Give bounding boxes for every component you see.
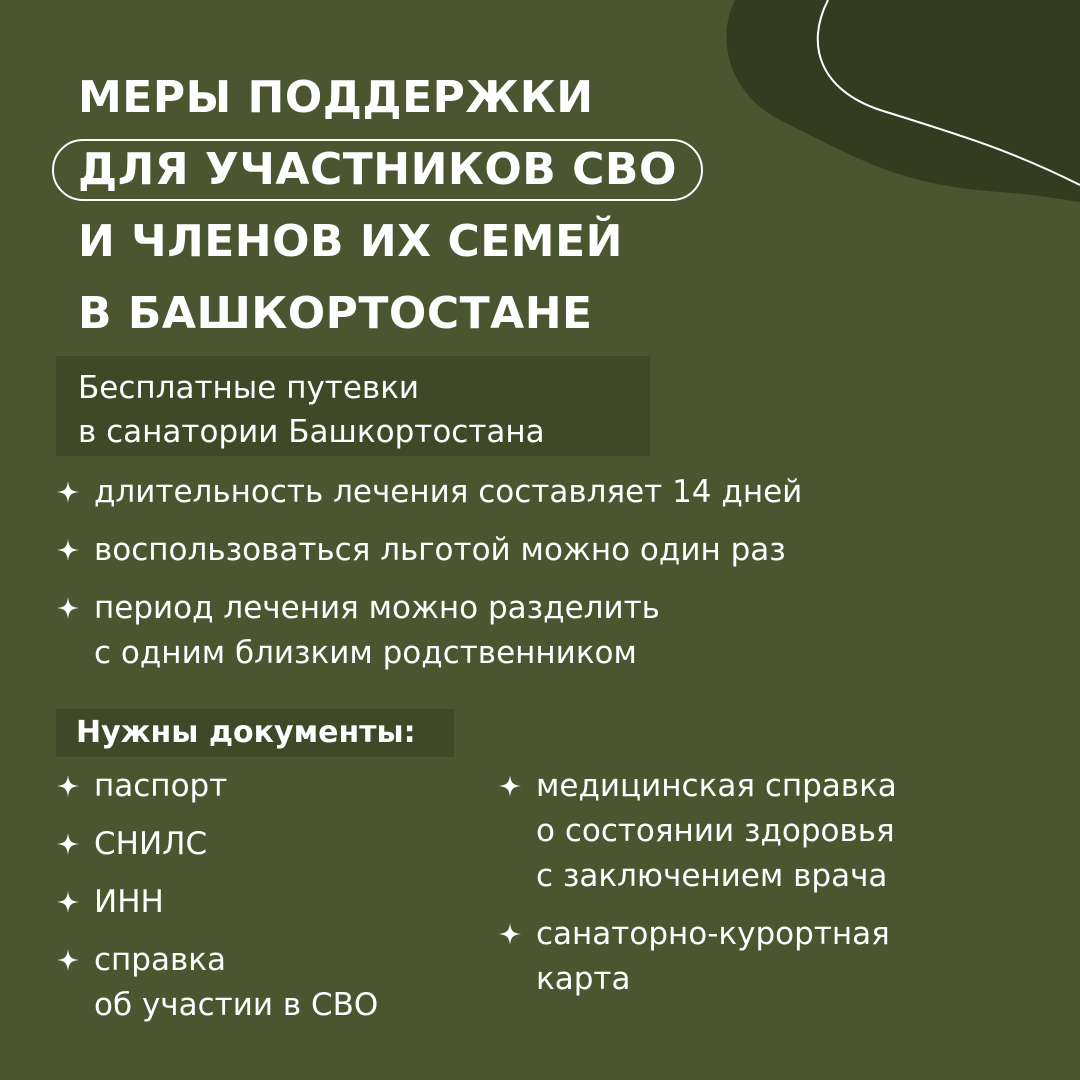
benefit-text: период лечения можно разделить с одним близким родственником: [94, 590, 660, 671]
subtitle-line: в санатории Башкортостана: [78, 414, 545, 450]
four-point-star-icon: [56, 480, 80, 504]
four-point-star-icon: [56, 774, 80, 798]
document-text: санаторно-курортная карта: [536, 916, 890, 997]
list-item: [498, 912, 1018, 1002]
title-line: МЕРЫ ПОДДЕРЖКИ: [78, 72, 594, 123]
list-item: [56, 470, 1016, 515]
list-item: [56, 764, 476, 809]
four-point-star-icon: [56, 596, 80, 620]
subtitle-box: [56, 356, 650, 456]
list-item: [498, 764, 1018, 899]
four-point-star-icon: [56, 948, 80, 972]
document-text: справка об участии в СВО: [94, 942, 379, 1023]
list-item: [56, 528, 1016, 573]
corner-blob: [726, 0, 1080, 202]
four-point-star-icon: [56, 890, 80, 914]
four-point-star-icon: [56, 832, 80, 856]
benefit-text: длительность лечения составляет 14 дней: [94, 474, 803, 510]
documents-heading: Нужны документы:: [56, 709, 454, 757]
documents-list-left: [56, 764, 476, 1041]
list-item: [56, 822, 476, 867]
document-text: ИНН: [94, 884, 164, 920]
four-point-star-icon: [498, 922, 522, 946]
benefit-text: воспользоваться льготой можно один раз: [94, 532, 786, 568]
list-item: [56, 586, 1016, 676]
list-item: [56, 938, 476, 1028]
four-point-star-icon: [56, 538, 80, 562]
list-item: [56, 880, 476, 925]
page-title: [78, 62, 703, 350]
title-line: И ЧЛЕНОВ ИХ СЕМЕЙ: [78, 216, 623, 267]
title-line: В БАШКОРТОСТАНЕ: [78, 288, 593, 339]
title-line-highlighted: ДЛЯ УЧАСТНИКОВ СВО: [52, 139, 703, 201]
document-text: медицинская справка о состоянии здоровья с заключением врача: [536, 768, 897, 894]
subtitle-line: Бесплатные путевки: [78, 370, 420, 406]
benefits-list: [56, 470, 1016, 689]
four-point-star-icon: [498, 774, 522, 798]
documents-list-right: [498, 764, 1018, 1015]
document-text: СНИЛС: [94, 826, 208, 862]
document-text: паспорт: [94, 768, 228, 804]
